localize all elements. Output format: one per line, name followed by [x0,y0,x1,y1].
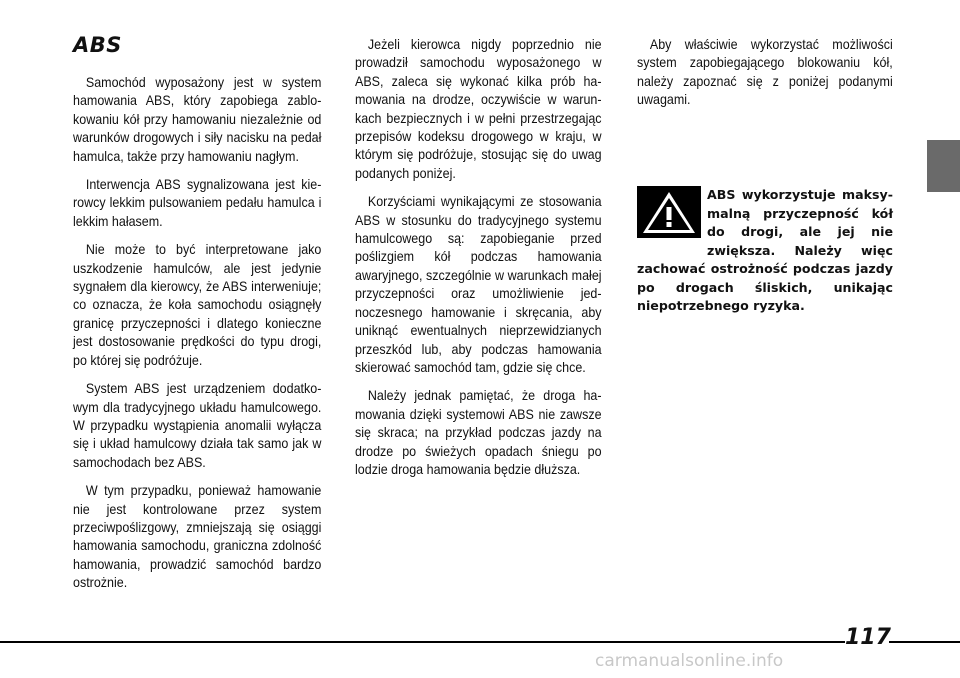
text-column-1 [73,74,321,603]
page-title: ABS [73,33,122,57]
watermark: carmanualsonline.info [595,651,784,671]
paragraph: W tym przypadku, ponieważ hamowanie nie jest kontrolowane przez system przeciwpoślizgowy, zmniejszają się osiąggi hamowania samochodu, graniczna zdolność hamowania, prowadzić samochód bardzo ostrożnie. [73,483,322,591]
warning-triangle-icon [637,186,701,238]
footer-rule [0,641,855,643]
paragraph: Jeżeli kierowca nigdy poprzednio nie prowadził samochodu wyposażonego w ABS, zaleca się wykonać kilka prób hamowania na drodze, oczywiście w warunkach bezpiecznych i w pełni przestrzegając przepisów kodeksu drogowego w kraju, w którym się podróżuje, stosując się do uwag podanych poniżej. [355,37,602,181]
paragraph: Interwencja ABS sygnalizowana jest kierowcy lekkim pulsowaniem pedału hamulca i lekkim hałasem. [73,177,322,229]
footer-rule [887,641,960,643]
text-column-2 [355,36,602,489]
warning-text: ABS wykorzystuje maksymalną przyczepność kół do drogi, ale jej nie zwiększa. Należy więc zachować ostrożność podczas jazdy po drogach śliskich, unikając niepotrzebnego ryzyka. [637,187,893,313]
paragraph: Należy jednak pamiętać, że droga hamowania dzięki systemowi ABS nie zawsze się skraca; na przykład podczas jazdy na drodze po świeżych opadach śniegu po lodzie droga hamowania będzie dłuższa. [355,388,602,477]
warning-box [637,186,893,316]
paragraph: System ABS jest urządzeniem dodatkowym dla tradycyjnego układu hamulcowego. W przypadku wystąpienia anomalii wyłącza się i układ hamulcowy działa tak samo jak w samochodach bez ABS. [73,381,322,470]
paragraph: Nie może to być interpretowane jako uszkodzenie hamulców, ale jest jedynie sygnałem dla kierowcy, że ABS interweniuje; co oznacza, że koła samochodu osiągnęły granicę przyczepności i dlatego konieczne jest dostosowanie prędkości do typu drogi, po której się podróżuje. [73,242,322,368]
paragraph: Aby właściwie wykorzystać możliwości system zapobiegającego blokowaniu kół, należy zapoznać się z poniżej podanymi uwagami. [637,37,893,108]
page-number: 117 [845,625,891,650]
text-column-3 [637,36,893,120]
paragraph: Samochód wyposażony jest w system hamowania ABS, który zapobiega zablokowaniu kół przy hamowaniu niezależnie od warunków drogowych i siły nacisku na pedał hamulca, także przy hamowaniu nagłym. [73,75,322,164]
section-tab [927,140,960,192]
paragraph: Korzyściami wynikającymi ze stosowania ABS w stosunku do tradycyjnego systemu hamulcowego są: zapobieganie przed poślizgiem kół podczas hamowania awaryjnego, szczególnie w warunkach małej przyczepności oraz umożliwienie jednoczesnego hamowanie i skręcania, aby uniknąć ewentualnych nieprzewidzianych przeszkód lub, aby podczas hamowania skierować samochód tam, gdzie się chce. [355,194,602,375]
